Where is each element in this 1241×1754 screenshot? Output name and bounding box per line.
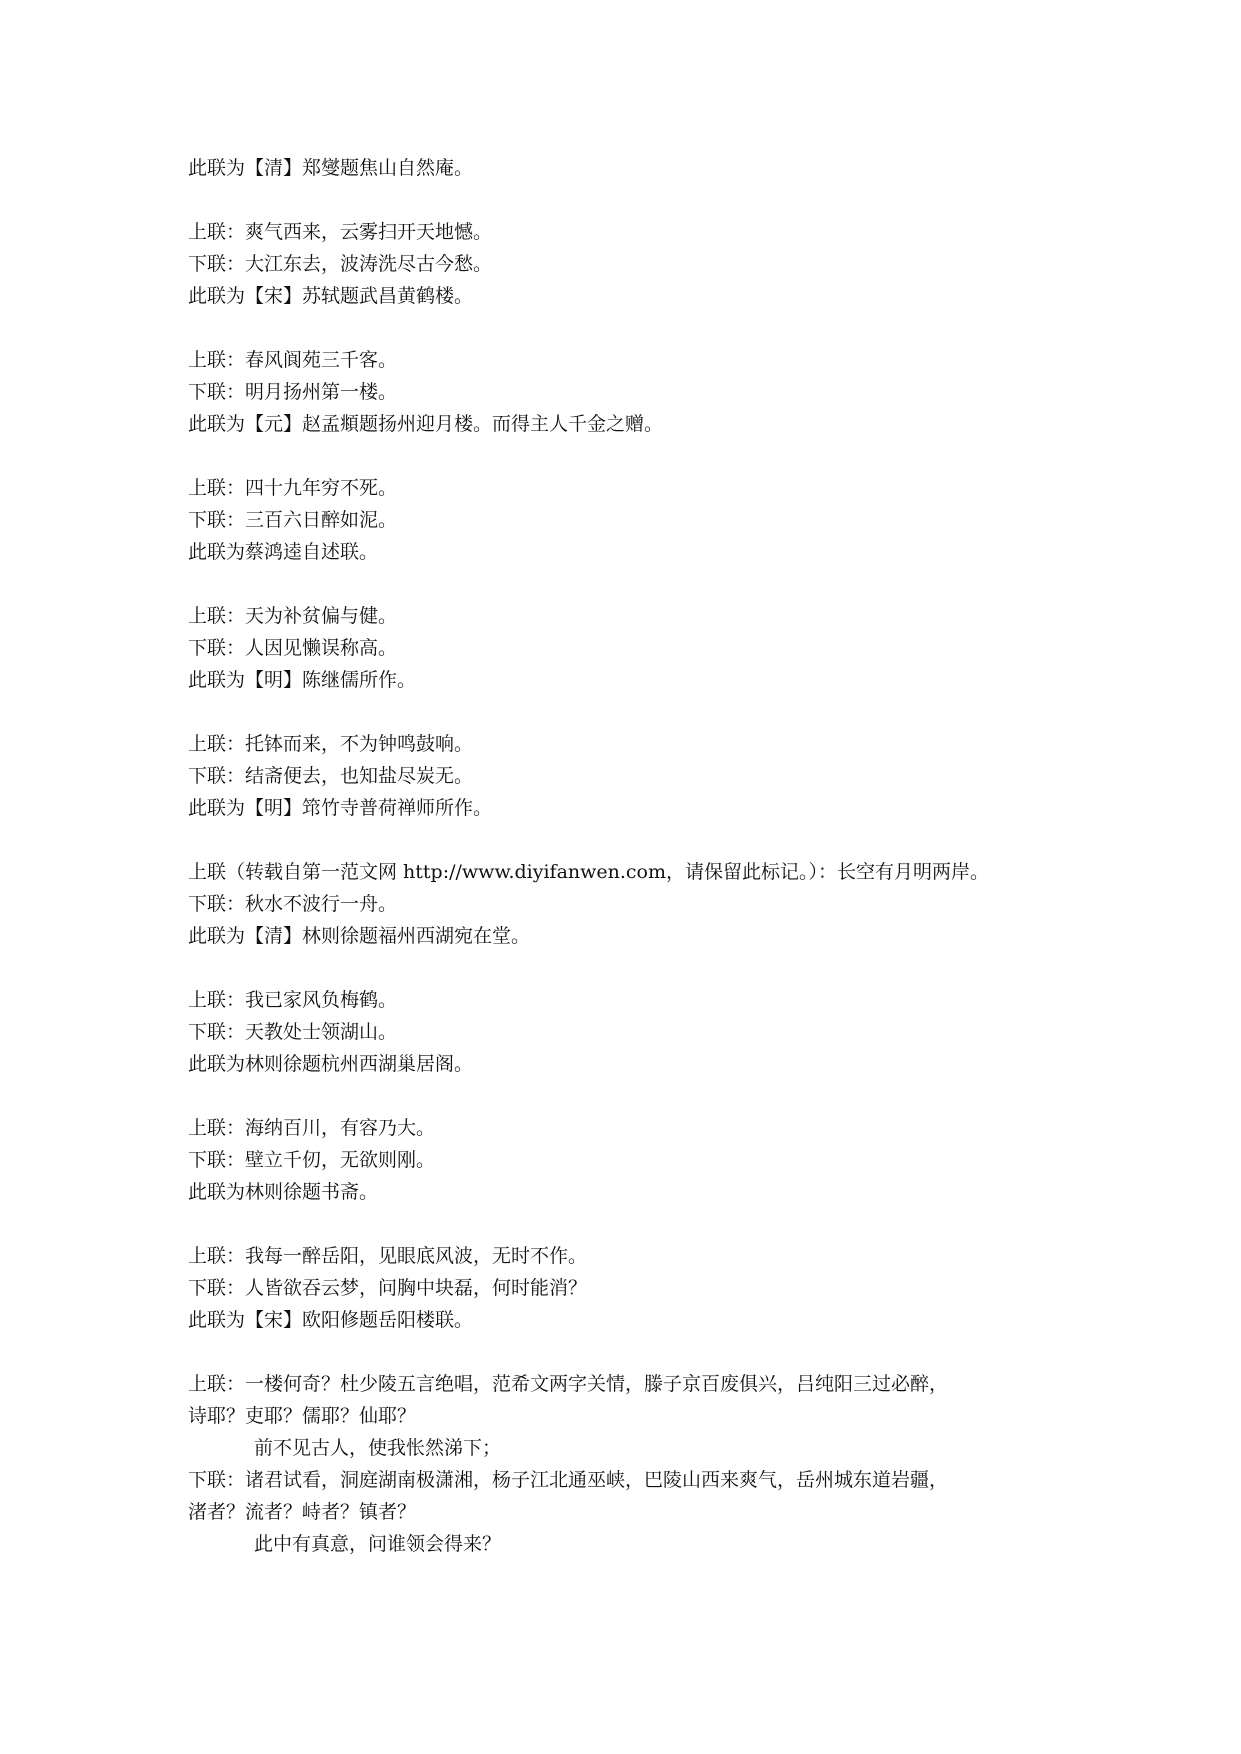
text-line: 上联（转载自第一范文网 http://www.diyifanwen.com，请保留此标记。）：长空有月明两岸。 [188,861,990,883]
text-line: 此联为【明】筇竹寺普荷禅师所作。 [188,797,493,819]
document-body [188,152,1088,1560]
text-line: 此联为【清】林则徐题福州西湖宛在堂。 [188,925,531,947]
blank-line [188,1080,1088,1112]
text-line: 下联：人皆欲吞云梦，问胸中块磊，何时能消？ [188,1277,588,1299]
text-line: 上联：我已家风负梅鹤。 [188,989,398,1011]
text-line: 下联：壁立千仞，无欲则刚。 [188,1149,436,1171]
blank-line [188,824,1088,856]
text-line: 下联：秋水不波行一舟。 [188,893,398,915]
text-line: 诗耶？吏耶？儒耶？仙耶？ [188,1405,417,1427]
text-line: 上联：春风阆苑三千客。 [188,349,398,371]
text-line: 上联：天为补贫偏与健。 [188,605,398,627]
text-line: 此联为【宋】欧阳修题岳阳楼联。 [188,1309,474,1331]
text-line: 此联为林则徐题书斋。 [188,1181,379,1203]
text-line: 上联：一楼何奇？杜少陵五言绝唱，范希文两字关情，滕子京百废俱兴，吕纯阳三过必醉， [188,1373,949,1395]
text-line: 此联为【宋】苏轼题武昌黄鹤楼。 [188,285,474,307]
text-line: 下联：人因见懒误称高。 [188,637,398,659]
blank-line [188,568,1088,600]
text-line: 下联：诸君试看，洞庭湖南极潇湘，杨子江北通巫峡，巴陵山西来爽气，岳州城东道岩疆， [188,1469,949,1491]
blank-line [188,1336,1088,1368]
text-line: 前不见古人，使我怅然涕下； [254,1437,502,1459]
text-line: 上联：海纳百川，有容乃大。 [188,1117,436,1139]
text-line: 下联：天教处士领湖山。 [188,1021,398,1043]
blank-line [188,184,1088,216]
text-line: 下联：大江东去，波涛洗尽古今愁。 [188,253,493,275]
text-line: 此联为【清】郑燮题焦山自然庵。 [188,157,474,179]
blank-line [188,1208,1088,1240]
text-line: 上联：四十九年穷不死。 [188,477,398,499]
text-line: 此联为蔡鸿逵自述联。 [188,541,379,563]
text-line: 此中有真意，问谁领会得来？ [254,1533,502,1555]
blank-line [188,312,1088,344]
text-line: 此联为【元】赵孟頫题扬州迎月楼。而得主人千金之赠。 [188,413,664,435]
text-line: 上联：我每一醉岳阳，见眼底风波，无时不作。 [188,1245,588,1267]
blank-line [188,440,1088,472]
text-line: 此联为【明】陈继儒所作。 [188,669,417,691]
text-line: 下联：三百六日醉如泥。 [188,509,398,531]
text-line: 上联：托钵而来，不为钟鸣鼓响。 [188,733,474,755]
text-line: 下联：明月扬州第一楼。 [188,381,398,403]
text-line: 上联：爽气西来，云雾扫开天地憾。 [188,221,493,243]
text-line: 下联：结斋便去，也知盐尽炭无。 [188,765,474,787]
text-line: 渚者？流者？峙者？镇者？ [188,1501,417,1523]
blank-line [188,696,1088,728]
text-line: 此联为林则徐题杭州西湖巢居阁。 [188,1053,474,1075]
blank-line [188,952,1088,984]
